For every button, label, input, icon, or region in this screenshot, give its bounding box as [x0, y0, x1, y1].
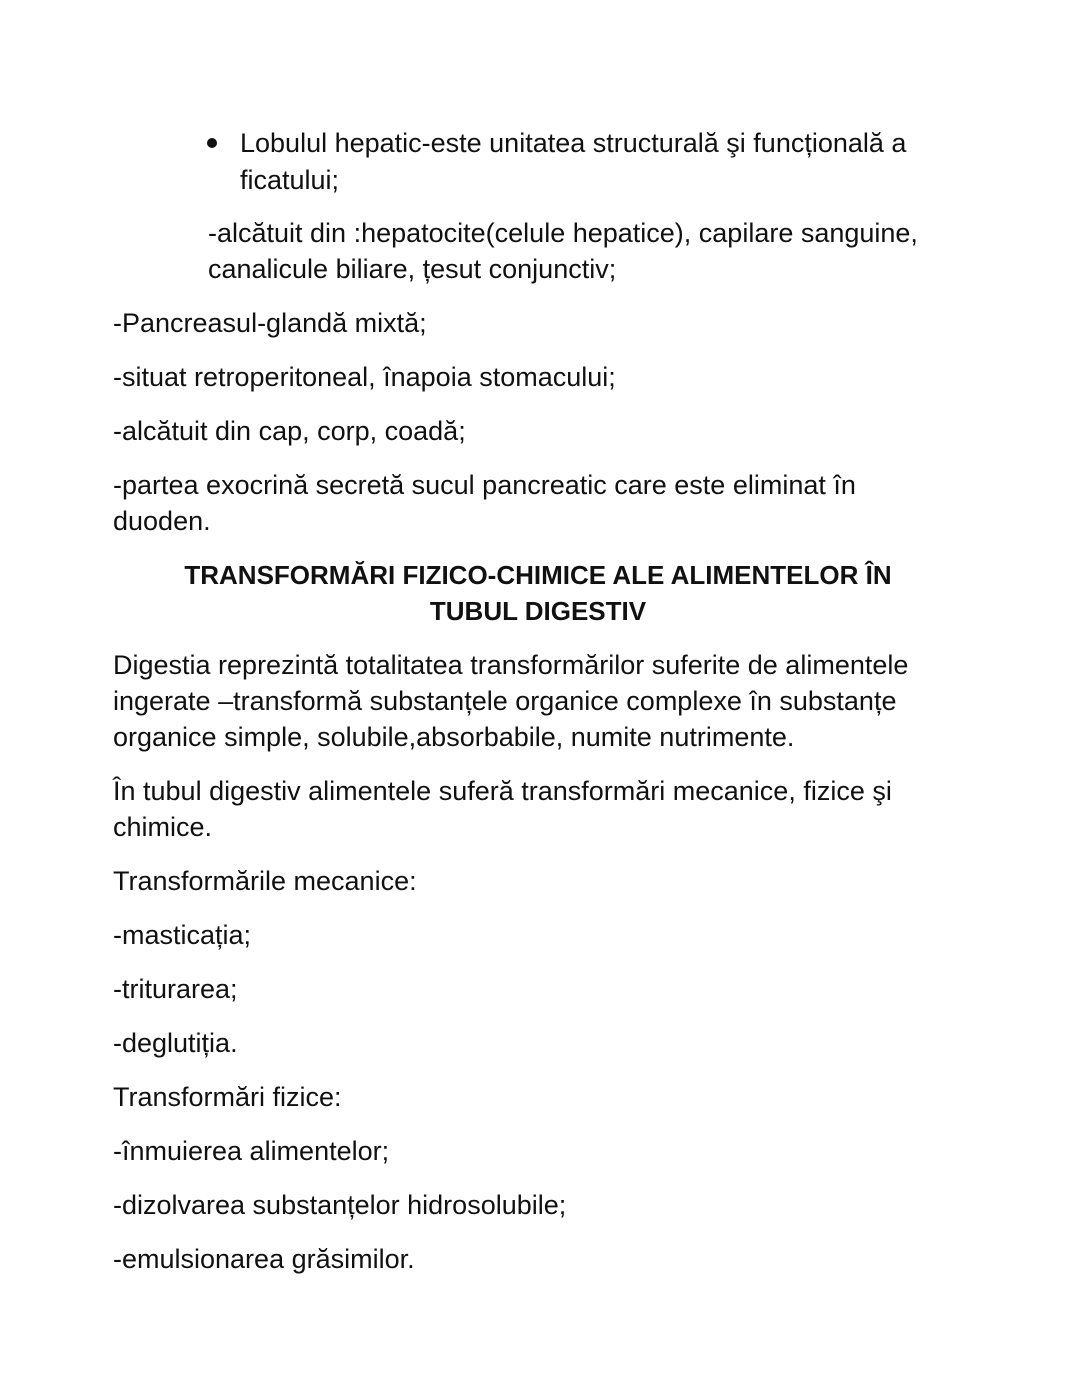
paragraph-line: canalicule biliare, țesut conjunctiv;: [208, 254, 617, 284]
paragraph-line: -Pancreasul-glandă mixtă;: [113, 308, 427, 338]
list-item: -masticația;: [113, 920, 252, 950]
paragraph-line: -partea exocrină secretă sucul pancreatic care este eliminat în: [113, 470, 856, 500]
paragraph-line: În tubul digestiv alimentele suferă transformări mecanice, fizice şi: [113, 776, 892, 806]
list-item: -înmuierea alimentelor;: [113, 1136, 390, 1166]
paragraph-line: chimice.: [113, 812, 213, 842]
bullet-icon: [207, 138, 217, 148]
bullet-line: ficatului;: [240, 165, 340, 195]
paragraph-line: -alcătuit din cap, corp, coadă;: [113, 416, 466, 446]
paragraph-line: -situat retroperitoneal, înapoia stomacului;: [113, 362, 616, 392]
section-heading: TRANSFORMĂRI FIZICO-CHIMICE ALE ALIMENTELOR ÎN: [184, 560, 892, 590]
list-title: Transformări fizice:: [113, 1082, 342, 1112]
list-item: -triturarea;: [113, 974, 238, 1004]
paragraph-line: duoden.: [113, 506, 211, 536]
list-item: -emulsionarea grăsimilor.: [113, 1244, 415, 1274]
paragraph-line: organice simple, solubile,absorbabile, numite nutrimente.: [113, 722, 795, 752]
paragraph-line: -alcătuit din :hepatocite(celule hepatice), capilare sanguine,: [208, 218, 918, 248]
list-title: Transformările mecanice:: [113, 866, 417, 896]
bullet-line: Lobulul hepatic-este unitatea structurală şi funcțională a: [240, 128, 907, 158]
paragraph-line: Digestia reprezintă totalitatea transformărilor suferite de alimentele: [113, 650, 909, 680]
list-item: -deglutiția.: [113, 1028, 238, 1058]
paragraph-line: ingerate –transformă substanțele organice complexe în substanțe: [113, 686, 897, 716]
section-heading: TUBUL DIGESTIV: [429, 596, 647, 626]
list-item: -dizolvarea substanțelor hidrosolubile;: [113, 1190, 567, 1220]
